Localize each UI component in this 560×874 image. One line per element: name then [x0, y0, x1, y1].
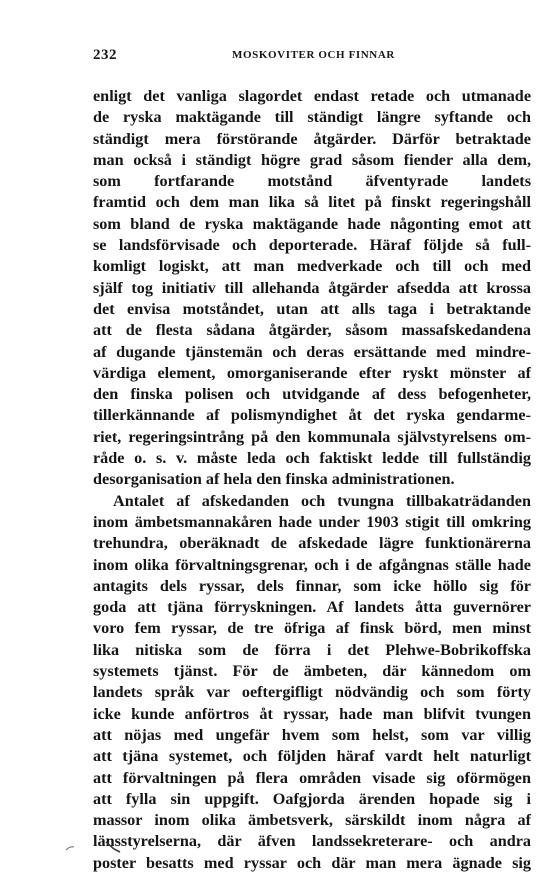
text-line: ständigt mera förstörande åtgärder. Därför betraktade	[93, 129, 531, 148]
text-line: enligt det vanliga slagordet endast retade och utmanade	[93, 87, 531, 105]
text-line: värdiga element, omorganiserande efter ryskt mönster af	[93, 363, 531, 382]
text-line: det envisa motståndet, utan att alls taga i betraktande	[93, 299, 531, 318]
body-text	[93, 86, 531, 874]
text-line: framtid och dem man lika så litet på finskt regeringshåll	[93, 193, 531, 212]
text-line: man också i ständigt högre grad såsom fiender alla dem,	[93, 150, 531, 169]
text-line: inom ämbetsmannakåren hade under 1903 stigit till omkring	[93, 512, 531, 531]
text-line: antagits dels ryssar, dels finnar, som icke höllo sig för	[93, 576, 531, 595]
text-line: lika nitiska som de förra i det Plehwe-Bobrikoffska	[93, 640, 531, 659]
text-line: riet, regeringsintrång på den kommunala självstyrelsens om-	[93, 427, 531, 446]
text-line: att tjäna systemet, och följden häraf vardt helt naturligt	[93, 747, 531, 766]
text-line: som fortfarande motstånd äfventyrade landets	[93, 172, 531, 191]
text-line: att de flesta sådana åtgärder, såsom massafskedandena	[93, 321, 531, 340]
text-line: själf tog initiativ till allehanda åtgärder afsedda att krossa	[93, 278, 531, 297]
text-line: att nöjas med ungefär hvem som helst, som var villig	[93, 725, 531, 744]
text-line: Antalet af afskedanden och tvungna tillbakaträdanden	[113, 491, 531, 510]
text-line: de ryska maktägande till ständigt längre syftande och	[93, 108, 531, 127]
text-line: komligt logiskt, att man medverkade och till och med	[93, 257, 531, 276]
page-number: 232	[93, 47, 117, 63]
text-line: goda att tjäna förryskningen. Af landets åtta guvernörer	[93, 598, 531, 617]
text-line: landets språk var oeftergifligt nödvändig och som förty	[93, 683, 531, 702]
paragraph-1	[93, 86, 531, 491]
text-line: att fylla sin uppgift. Oafgjorda ärenden hopade sig i	[93, 789, 531, 808]
text-line: massor inom olika ämbetsverk, särskildt inom några af	[93, 811, 531, 830]
running-title: MOSKOVITER OCH FINNAR	[232, 49, 395, 61]
text-line: att förvaltningen på flera områden visade sig oförmögen	[93, 768, 531, 787]
text-line: poster besatts med ryssar och där man mera ägnade sig	[93, 853, 531, 872]
text-line: voro fem ryssar, de tre öfriga af finsk börd, men minst	[93, 619, 531, 638]
text-line: tillerkännande af polismyndighet åt det ryska gendarme-	[93, 406, 531, 425]
margin-pencil-mark	[64, 836, 124, 856]
text-line: den finska polisen och utvidgande af dess befogenheter,	[93, 385, 531, 404]
text-line: inom olika förvaltningsgrenar, och i de afgångnas ställe hade	[93, 555, 531, 574]
text-line: systemets tjänst. För de ämbeten, där kännedom om	[93, 662, 531, 681]
text-line: icke kunde anförtros åt ryssar, hade man blifvit tvungen	[93, 704, 531, 723]
running-head	[0, 47, 560, 67]
text-line: af dugande tjänstemän och deras ersättande med mindre-	[93, 342, 531, 361]
text-line: trehundra, oberäknadt de afskedade lägre funktionärerna	[93, 534, 531, 553]
text-line: se landsförvisade och deporterade. Häraf följde så full-	[93, 236, 531, 255]
text-line: desorganisation af hela den finska administrationen.	[93, 470, 455, 489]
text-line: som bland de ryska maktägande hade någonting emot att	[93, 214, 531, 233]
paragraph-2	[93, 491, 531, 874]
text-line: råde o. s. v. måste leda och faktiskt ledde till fullständig	[93, 449, 531, 468]
text-line: länsstyrelserna, där äfven landssekreterare- och andra	[93, 832, 531, 851]
